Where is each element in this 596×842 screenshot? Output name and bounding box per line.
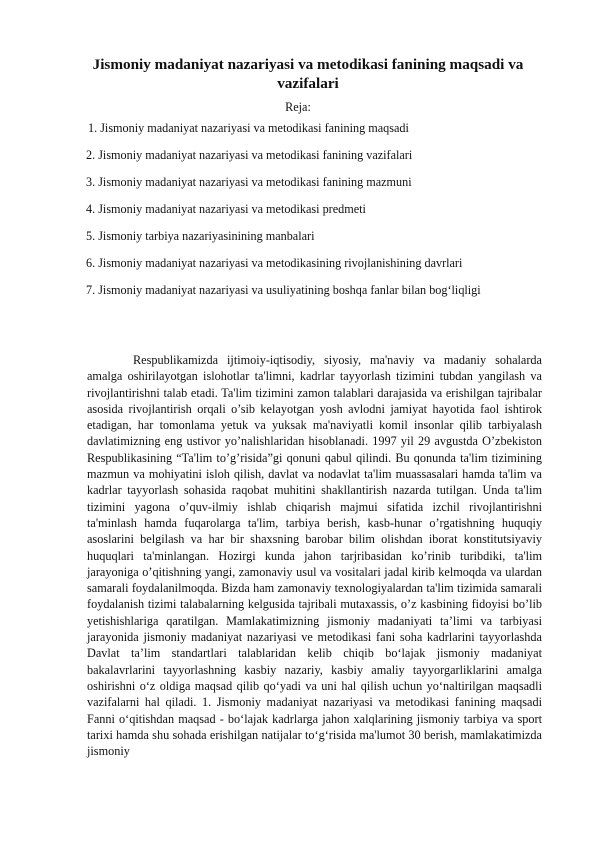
plan-item: 7. Jismoniy madaniyat nazariyasi va usuliyatining boshqa fanlar bilan bog‘liqligi (86, 283, 481, 297)
plan-item: 4. Jismoniy madaniyat nazariyasi va metodikasi predmeti (86, 202, 366, 216)
plan-item: 3. Jismoniy madaniyat nazariyasi va metodikasi fanining mazmuni (86, 175, 412, 189)
plan-item: 6. Jismoniy madaniyat nazariyasi va metodikasining rivojlanishining davrlari (86, 256, 463, 270)
body-text: Respublikamizda ijtimoiy-iqtisodiy, siyosiy, ma'naviy va madaniy sohalarda amalga oshirilayotgan islohotlar ta'limni, kadrlar tayyorlash tizimini tubdan yangilash va rivojlantirishni talab etadi. Ta'lim tizimini zamon talablari darajasida va erishilgan tajribalar asosida rivojlantirish orqali o’sib kelayotgan yosh avlodni jamiyat hayotida faol ishtirok etadigan, har tomonlama yetuk va yuksak ma'naviyatli komil insonlar qilib tarbiyalash davlatimizning eng ustivor yo’nalishlaridan hisoblanadi. 1997 yil 29 avgustda O’zbekiston Respublikasining “Ta'lim to’g’risida”gi qonuni qabul qilindi. Bu qonunda ta'lim tizimining mazmun va mohiyatini isloh qilish, davlat va nodavlat ta'lim muassasalari hamda ta'lim va kadrlar tayyorlash sohasida raqobat muhitini shakllantirish nazarda tutilgan. Unda ta'lim tizimini yagona o’quv-ilmiy ishlab chiqarish majmui sifatida izchil rivojlantirishni ta'minlash hamda fuqarolarga ta'lim, tarbiya berish, kasb-hunar o’rgatishning huquqiy asoslarini belgilash va har bir shaxsning barobar bilim olishdan iborat konstitutsiyaviy huquqlari ta'minlangan. Hozirgi kunda jahon tarjribasidan ko’rinib turibdiki, ta'lim jarayoniga o’qitishning yangi, zamonaviy usul va vositalari jadal kirib kelmoqda va ulardan samarali foydalanilmoqda. Bizda ham zamonaviy texnologiyalardan ta'lim tizimida samarali foydalanish tizimi talabalarning kelgusida tajribali mutaxassis, o’z kasbining fidoyisi bo’lib yetishishlariga qaratilgan. Mamlakatimizning jismoniy madaniyati ta’limi va tarbiyasi jarayonida jismoniy madaniyat nazariyasi ve metodikasi fani soha kadrlarini tayyorlashda Davlat ta’lim standartlari talablaridan kelib chiqib bo‘lajak jismoniy madaniyat bakalavrlarini tayyorlashning kasbiy nazariy, kasbiy amaliy tayyorgarliklarini amalga oshirishni o‘z oldiga maqsad qilib qo‘yadi va uni hal qilish uchun yo‘naltirilgan maqsadli vazifalarni hal qiladi. 1. Jismoniy madaniyat nazariyasi va metodikasi fanining maqsadi Fanni o‘qitishdan maqsad - bo‘lajak kadrlarga jahon xalqlarining jismoniy tarbiya va sport tarixi hamda shu sohada erishilgan natijalar to‘g‘risida ma'lumot 30 berish, mamlakatimizda jismoniy (87, 353, 542, 759)
plan-heading: Reja: (285, 100, 311, 114)
plan-item: 1. Jismoniy madaniyat nazariyasi va metodikasi fanining maqsadi (88, 121, 409, 135)
body-paragraph (87, 352, 542, 759)
plan-item: 5. Jismoniy tarbiya nazariyasinining manbalari (86, 229, 315, 243)
plan-item: 2. Jismoniy madaniyat nazariyasi va metodikasi fanining vazifalari (86, 148, 413, 162)
document-title: Jismoniy madaniyat nazariyasi va metodikasi fanining maqsadi va vazifalari (92, 56, 524, 92)
